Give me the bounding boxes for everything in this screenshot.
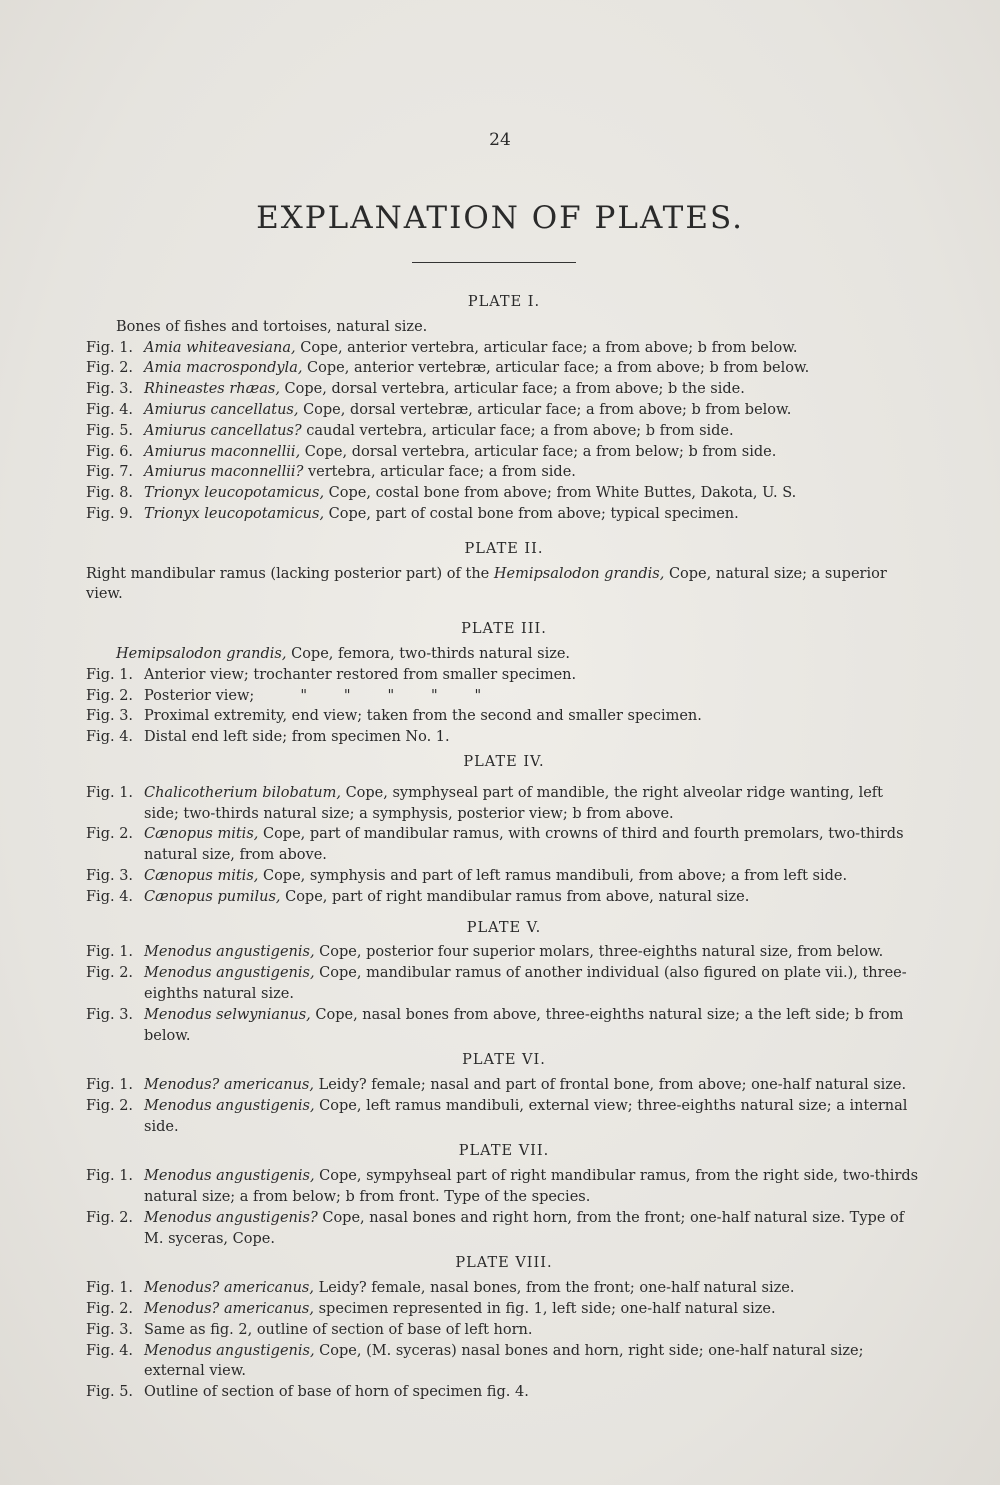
figure-text: Cope, symphyseal part of mandible, the right alveolar ridge wanting, left side; two-thirds natural size; a symphysis, posterior view; b from above. (144, 784, 888, 822)
figure-text: Cope, nasal bones from above, three-eighths natural size; a the left side; b from below. (144, 1006, 908, 1044)
figure-label: Fig. 4. (86, 1342, 134, 1359)
figure-entry (86, 1278, 922, 1299)
figure-description (144, 1208, 922, 1250)
taxon-name: Rhineastes rhæas, (144, 381, 280, 398)
figure-label: Fig. 1. (86, 944, 134, 961)
figure-entry (86, 1096, 922, 1138)
figure-description (144, 963, 922, 1005)
figure-entry (86, 421, 922, 442)
taxon-name: Cænopus mitis, (144, 826, 259, 843)
figure-text: Cope, part of mandibular ramus, with crowns of third and fourth premolars, two-thirds natural size, from above. (144, 826, 909, 864)
plate-heading: PLATE I. (467, 294, 541, 310)
taxon-name: Menodus angustigenis? (144, 1209, 318, 1226)
figure-label: Fig. 2. (86, 826, 134, 843)
figure-text: Leidy? female; nasal and part of frontal bone, from above; one-half natural size. (313, 1077, 907, 1094)
figure-label: Fig. 7. (86, 464, 134, 481)
figure-label: Fig. 6. (86, 443, 134, 460)
taxon-name: Amiurus cancellatus? (144, 422, 302, 439)
figure-entry (86, 866, 922, 887)
figure-label: Fig. 5. (86, 1384, 134, 1401)
figure-text: Cope, costal bone from above; from White Buttes, Dakota, U. S. (324, 485, 797, 502)
figure-description (144, 358, 922, 379)
figure-label: Fig. 3. (86, 1006, 134, 1023)
taxon-name: Menodus? americanus, (144, 1301, 314, 1318)
figure-label: Fig. 1. (86, 1280, 134, 1297)
figure-label: Fig. 4. (86, 888, 134, 905)
figure-description (144, 706, 922, 727)
figure-text: Same as fig. 2, outline of section of base of left horn. (144, 1321, 533, 1338)
figure-description (144, 504, 922, 525)
taxon-name: Amiurus maconnellii? (144, 464, 304, 481)
figure-text: Cope, part of costal bone from above; typical specimen. (324, 505, 739, 522)
figure-description (144, 824, 922, 866)
figure-label: Fig. 1. (86, 1168, 134, 1185)
figure-text: Distal end left side; from specimen No. 1. (144, 729, 450, 746)
taxon-name: Menodus angustigenis, (144, 1342, 315, 1359)
plate-heading: PLATE II. (464, 540, 544, 557)
figure-label: Fig. 4. (86, 401, 134, 418)
figure-text: Cope, mandibular ramus of another individual (also figured on plate vii.), three-eighths natural size. (144, 965, 907, 1002)
figure-entry (86, 1382, 922, 1403)
plate-5-figures (86, 942, 922, 1046)
figure-label: Fig. 4. (86, 729, 134, 746)
figure-description (144, 1382, 922, 1403)
plate-1-figures (86, 338, 922, 525)
figure-description (144, 866, 922, 887)
figure-entry (86, 379, 922, 400)
figure-text: Proximal extremity, end view; taken from the second and smaller specimen. (144, 708, 702, 725)
figure-label: Fig. 1. (86, 339, 134, 356)
taxon-name: Menodus angustigenis, (144, 1168, 315, 1185)
plate-heading: PLATE IV. (463, 753, 545, 770)
description-text: Right mandibular ramus (lacking posterior part) of the (86, 565, 494, 582)
figure-text: Cope, left ramus mandibuli, external view; three-eighths natural size; a internal side. (144, 1097, 913, 1135)
figure-label: Fig. 3. (86, 867, 134, 884)
figure-description (144, 442, 922, 463)
figure-text: Cope, nasal bones and right horn, from the front; one-half natural size. Type of M. syceras, Cope. (144, 1209, 909, 1247)
figure-entry (86, 783, 922, 825)
taxon-name: Chalicotherium bilobatum, (144, 784, 341, 801)
figure-label: Fig. 2. (86, 687, 134, 704)
title-divider (412, 262, 576, 263)
figure-text: Cope, anterior vertebra, articular face; a from above; b from below. (295, 339, 798, 356)
figure-description (144, 338, 922, 359)
figure-text: Cope, anterior vertebræ, articular face; a from above; b from below. (302, 360, 810, 377)
taxon-name: Amia macrospondyla, (144, 360, 303, 377)
plate-8-figures (86, 1278, 922, 1403)
figure-text: Cope, (M. syceras) nasal bones and horn, right side; one-half natural size; external view. (144, 1342, 869, 1380)
figure-text: Posterior view; " " " " " (144, 687, 482, 704)
figure-text: Cope, dorsal vertebra, articular face; a from below; b from side. (300, 443, 777, 460)
figure-label: Fig. 5. (86, 422, 134, 439)
figure-entry (86, 504, 922, 525)
figure-description (144, 727, 922, 748)
figure-label: Fig. 3. (86, 381, 134, 398)
taxon-name: Amiurus maconnellii, (144, 443, 301, 460)
figure-description (144, 1341, 922, 1383)
figure-label: Fig. 2. (86, 360, 134, 377)
figure-description (144, 783, 922, 825)
figure-entry (86, 706, 922, 727)
figure-text: Anterior view; trochanter restored from smaller specimen. (144, 666, 577, 683)
plate-heading: PLATE VIII. (455, 1255, 553, 1272)
plate-7-figures (86, 1166, 922, 1249)
figure-label: Fig. 1. (86, 784, 134, 801)
figure-description (144, 421, 922, 442)
figure-description (144, 1278, 922, 1299)
figure-label: Fig. 2. (86, 1097, 134, 1114)
figure-entry (86, 1320, 922, 1341)
figure-label: Fig. 2. (86, 965, 134, 982)
figure-text: Cope, dorsal vertebra, articular face; a from above; b the side. (279, 381, 745, 398)
figure-entry (86, 400, 922, 421)
taxon-name: Menodus? americanus, (144, 1077, 314, 1094)
plate-caption (86, 644, 922, 665)
figure-description (144, 686, 922, 707)
description-text: Cope, natural size; a superior view. (86, 565, 887, 603)
figure-description (144, 665, 922, 686)
figure-description (144, 1320, 922, 1341)
plates-content (86, 288, 922, 1403)
figure-entry (86, 824, 922, 866)
figure-text: Cope, dorsal vertebræ, articular face; a from above; b from below. (298, 401, 792, 418)
figure-text: Cope, posterior four superior molars, three-eighths natural size, from below. (314, 944, 884, 961)
figure-description (144, 1166, 922, 1208)
figure-label: Fig. 9. (86, 505, 134, 522)
figure-description (144, 379, 922, 400)
page-number: 24 (489, 130, 511, 150)
figure-entry (86, 727, 922, 748)
figure-entry (86, 1166, 922, 1208)
figure-label: Fig. 8. (86, 485, 134, 502)
figure-label: Fig. 2. (86, 1209, 134, 1226)
figure-label: Fig. 1. (86, 1077, 134, 1094)
taxon-name: Amiurus cancellatus, (144, 401, 299, 418)
figure-text: specimen represented in fig. 1, left side; one-half natural size. (313, 1301, 776, 1318)
taxon-name: Trionyx leucopotamicus, (144, 505, 325, 522)
figure-text: Cope, part of right mandibular ramus from above, natural size. (280, 888, 750, 905)
taxon-name: Menodus selwynianus, (144, 1006, 311, 1023)
figure-text: Cope, symphysis and part of left ramus mandibuli, from above; a from left side. (258, 867, 848, 884)
figure-entry (86, 942, 922, 963)
plate-heading: PLATE VII. (458, 1143, 550, 1160)
figure-text: Outline of section of base of horn of specimen fig. 4. (144, 1384, 529, 1401)
figure-entry (86, 887, 922, 908)
figure-entry (86, 358, 922, 379)
figure-entry (86, 686, 922, 707)
figure-entry (86, 1208, 922, 1250)
figure-entry (86, 338, 922, 359)
taxon-name: Cænopus mitis, (144, 867, 259, 884)
figure-description (144, 887, 922, 908)
taxon-name: Trionyx leucopotamicus, (144, 485, 325, 502)
figure-entry (86, 963, 922, 1005)
figure-description (144, 400, 922, 421)
plate-heading: PLATE VI. (462, 1052, 546, 1069)
figure-entry (86, 462, 922, 483)
plate-description (86, 564, 922, 606)
taxon-name: Menodus angustigenis, (144, 944, 315, 961)
figure-description (144, 1096, 922, 1138)
taxon-name: Hemipsalodon grandis, (116, 645, 287, 662)
figure-label: Fig. 3. (86, 708, 134, 725)
figure-entry (86, 665, 922, 686)
plate-3-figures (86, 665, 922, 748)
taxon-name: Menodus angustigenis, (144, 1097, 315, 1114)
figure-entry (86, 442, 922, 463)
figure-label: Fig. 2. (86, 1301, 134, 1318)
figure-text: Cope, sympyhseal part of right mandibular ramus, from the right side, two-thirds natural size; a from below; b from front. Type of the species. (144, 1168, 923, 1206)
figure-text: vertebra, articular face; a from side. (303, 464, 576, 481)
figure-description (144, 1005, 922, 1047)
figure-text: Leidy? female, nasal bones, from the front; one-half natural size. (313, 1280, 795, 1297)
figure-entry (86, 483, 922, 504)
plate-caption: Bones of fishes and tortoises, natural size. (116, 318, 428, 335)
taxon-name: Menodus? americanus, (144, 1280, 314, 1297)
plate-heading: PLATE III. (461, 621, 547, 638)
figure-description (144, 462, 922, 483)
figure-entry (86, 1341, 922, 1383)
figure-entry (86, 1299, 922, 1320)
taxon-name: Hemipsalodon grandis, (493, 565, 665, 582)
taxon-name: Amia whiteavesiana, (144, 339, 296, 356)
figure-description (144, 1299, 922, 1320)
caption-text: Cope, femora, two-thirds natural size. (286, 645, 571, 662)
figure-entry (86, 1075, 922, 1096)
figure-text: caudal vertebra, articular face; a from above; b from side. (301, 422, 734, 439)
page-title: EXPLANATION OF PLATES. (256, 200, 744, 236)
taxon-name: Cænopus pumilus, (144, 888, 281, 905)
taxon-name: Menodus angustigenis, (144, 965, 315, 982)
plate-heading: PLATE V. (466, 919, 542, 936)
figure-label: Fig. 3. (86, 1321, 134, 1338)
figure-label: Fig. 1. (86, 666, 134, 683)
figure-entry (86, 1005, 922, 1047)
figure-description (144, 483, 922, 504)
plate-4-figures (86, 783, 922, 908)
figure-description (144, 1075, 922, 1096)
plate-6-figures (86, 1075, 922, 1137)
figure-description (144, 942, 922, 963)
